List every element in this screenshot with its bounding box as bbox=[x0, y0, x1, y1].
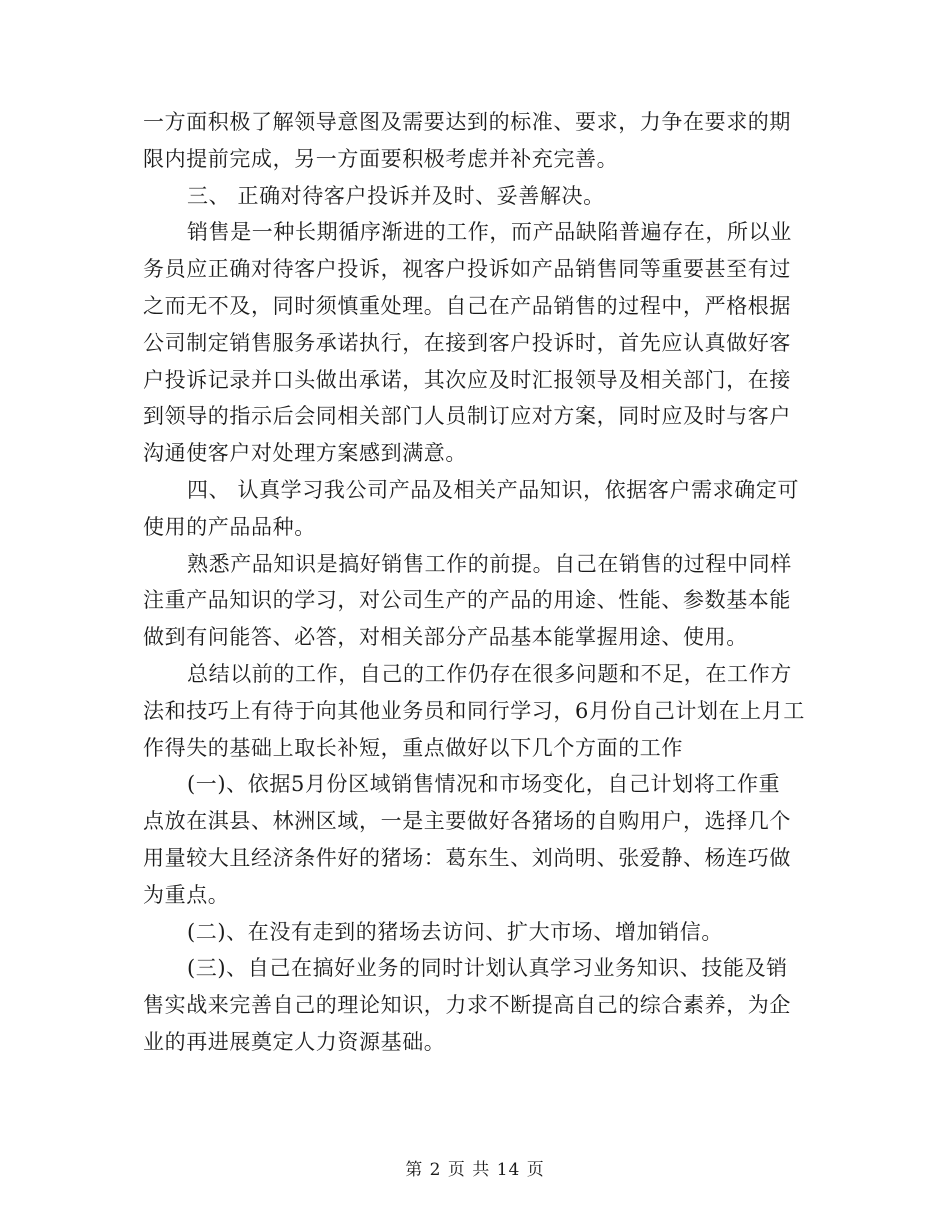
text-line: 限内提前完成，另一方面要积极考虑并补充完善。 bbox=[143, 146, 619, 171]
text-line: 一方面积极了解领导意图及需要达到的标准、要求，力争在要求的期 bbox=[143, 110, 791, 134]
text-line: 总结以前的工作，自己的工作仍存在很多问题和不足，在工作方 bbox=[187, 661, 792, 686]
text-line: 注重产品知识的学习，对公司生产的产品的用途、性能、参数基本能 bbox=[143, 588, 791, 613]
text-line: 之而无不及，同时须慎重处理。自己在产品销售的过程中，严格根据 bbox=[143, 293, 791, 318]
body-text bbox=[143, 104, 803, 1061]
text-line: 点放在淇县、林洲区域，一是主要做好各猪场的自购用户，选择几个 bbox=[143, 809, 791, 834]
list-item-1: (一)、依据5月份区域销售情况和市场变化，自己计划将工作重 bbox=[187, 772, 781, 797]
text-line: 户投诉记录并口头做出承诺，其次应及时汇报领导及相关部门，在接 bbox=[143, 367, 791, 392]
text-line: 销售是一种长期循序渐进的工作，而产品缺陷普遍存在，所以业 bbox=[187, 220, 792, 245]
text-line: 公司制定销售服务承诺执行，在接到客户投诉时，首先应认真做好客 bbox=[143, 330, 791, 355]
text-line: 使用的产品品种。 bbox=[143, 514, 316, 539]
page-number-footer: 第 2 页 共 14 页 bbox=[405, 1160, 545, 1180]
text-line: 务员应正确对待客户投诉，视客户投诉如产品销售同等重要甚至有过 bbox=[143, 257, 791, 282]
text-line: 到领导的指示后会同相关部门人员制订应对方案，同时应及时与客户 bbox=[143, 404, 791, 429]
text-line: 沟通使客户对处理方案感到满意。 bbox=[143, 441, 467, 466]
list-item-3: (三)、自己在搞好业务的同时计划认真学习业务知识、技能及销 bbox=[187, 956, 788, 981]
section-heading: 三、 正确对待客户投诉并及时、妥善解决。 bbox=[187, 183, 605, 208]
text-line: 售实战来完善自己的理论知识，力求不断提高自己的综合素养，为企 bbox=[143, 993, 791, 1018]
text-line: 为重点。 bbox=[143, 882, 230, 907]
list-item-2: (二)、在没有走到的猪场去访问、扩大市场、增加销信。 bbox=[187, 919, 723, 944]
text-line: 做到有问能答、必答，对相关部分产品基本能掌握用途、使用。 bbox=[143, 625, 748, 650]
section-heading: 四、 认真学习我公司产品及相关产品知识，依据客户需求确定可 bbox=[187, 477, 800, 502]
text-line: 业的再进展奠定人力资源基础。 bbox=[143, 1029, 446, 1054]
text-line: 熟悉产品知识是搞好销售工作的前提。自己在销售的过程中同样 bbox=[187, 551, 792, 576]
text-line: 法和技巧上有待于向其他业务员和同行学习，6月份自己计划在上月工 bbox=[143, 698, 805, 723]
text-line: 作得失的基础上取长补短，重点做好以下几个方面的工作 bbox=[143, 735, 683, 760]
text-line: 用量较大且经济条件好的猪场：葛东生、刘尚明、张爱静、杨连巧做 bbox=[143, 845, 791, 870]
